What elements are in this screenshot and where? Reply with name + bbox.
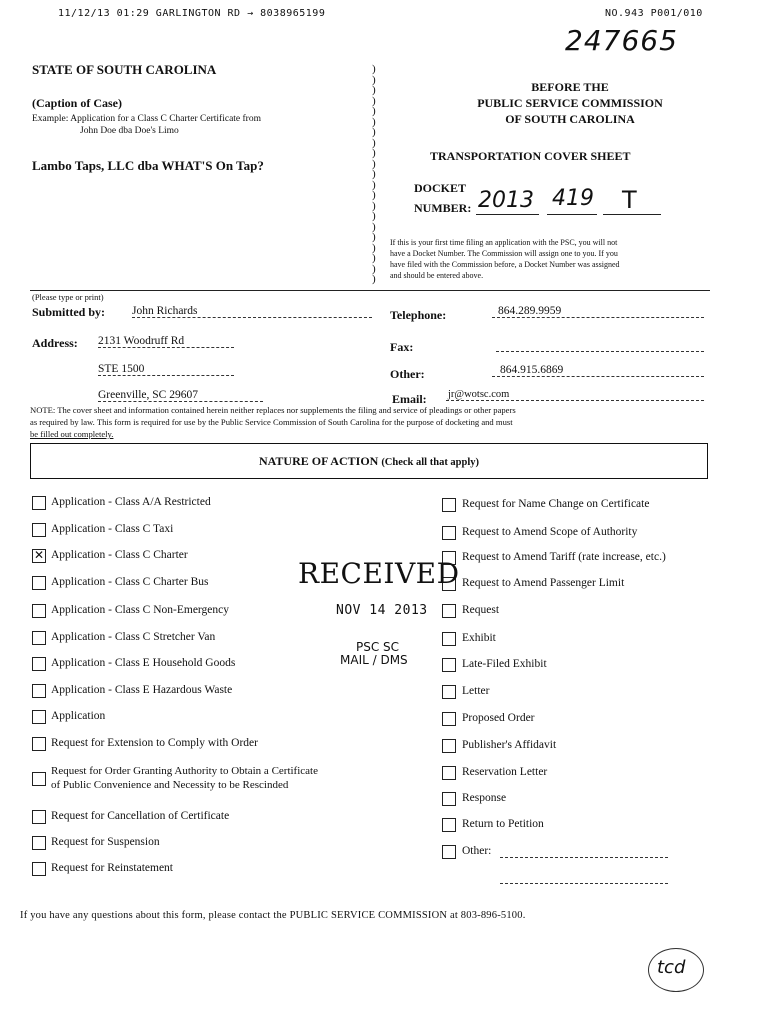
checkbox-late-filed-exhibit[interactable] bbox=[442, 658, 456, 672]
commission-line-3: OF SOUTH CAROLINA bbox=[505, 112, 635, 126]
other-description-field-2[interactable] bbox=[500, 872, 668, 884]
checkbox-extension-to-comply[interactable] bbox=[32, 737, 46, 751]
other-label: Other: bbox=[390, 367, 425, 381]
checkbox-order-rescind-certificate[interactable] bbox=[32, 772, 46, 786]
initials-text: tcd bbox=[657, 957, 686, 978]
checkbox-label: Request to Amend Passenger Limit bbox=[462, 577, 625, 589]
checkbox-class-e-hazardous-waste[interactable] bbox=[32, 684, 46, 698]
commission-line-1: BEFORE THE bbox=[531, 80, 609, 94]
commission-line-2: PUBLIC SERVICE COMMISSION bbox=[477, 96, 663, 110]
checkbox-class-c-charter[interactable] bbox=[32, 549, 46, 563]
docket-label-2: NUMBER: bbox=[414, 201, 472, 215]
caption-example-line-1: Example: Application for a Class C Charter Certificate from bbox=[32, 114, 261, 124]
checkbox-label: Request for Extension to Comply with Order bbox=[51, 737, 258, 749]
other-field[interactable]: 864.915.6869 bbox=[492, 364, 704, 377]
checkbox-application[interactable] bbox=[32, 710, 46, 724]
docket-label-1: DOCKET bbox=[414, 181, 467, 195]
telephone-label: Telephone: bbox=[390, 308, 447, 322]
checkbox-label: Return to Petition bbox=[462, 818, 544, 830]
checkbox-proposed-order[interactable] bbox=[442, 712, 456, 726]
docket-note-2: have a Docket Number. The Commission will assign one to you. If you bbox=[390, 249, 618, 258]
received-stamp: RECEIVED bbox=[298, 557, 460, 590]
checkbox-cancellation-of-certificate[interactable] bbox=[32, 810, 46, 824]
checkbox-name-change[interactable] bbox=[442, 498, 456, 512]
address-label: Address: bbox=[32, 336, 78, 350]
submitted-by-field[interactable]: John Richards bbox=[132, 305, 372, 318]
checkbox-label: Exhibit bbox=[462, 632, 496, 644]
checkbox-label: Application - Class C Stretcher Van bbox=[51, 631, 216, 643]
fax-header-right: NO.943 P001/010 bbox=[605, 8, 703, 19]
address-line-2-field[interactable]: STE 1500 bbox=[98, 363, 234, 376]
checkbox-label: Reservation Letter bbox=[462, 766, 548, 778]
footer-contact-text: If you have any questions about this form, please contact the PUBLIC SERVICE COMMISSION at 803-896-5100. bbox=[20, 910, 526, 921]
received-stamp-office-1: PSC SC bbox=[356, 640, 400, 654]
fax-header-left: 11/12/13 01:29 GARLINGTON RD → 8038965199 bbox=[58, 8, 326, 19]
address-line-3-field[interactable]: Greenville, SC 29607 bbox=[98, 389, 263, 402]
address-line-1-field[interactable]: 2131 Woodruff Rd bbox=[98, 335, 234, 348]
checkbox-reinstatement[interactable] bbox=[32, 862, 46, 876]
docket-year: 2013 bbox=[478, 188, 534, 213]
checkbox-label: Application - Class E Hazardous Waste bbox=[51, 684, 233, 696]
submitted-by-label: Submitted by: bbox=[32, 305, 106, 319]
docket-note-1: If this is your first time filing an application with the PSC, you will not bbox=[390, 238, 618, 247]
docket-note-4: and should be entered above. bbox=[390, 271, 484, 280]
checkbox-class-c-non-emergency[interactable] bbox=[32, 604, 46, 618]
email-field[interactable]: jr@wotsc.com bbox=[446, 389, 704, 401]
checkbox-publishers-affidavit[interactable] bbox=[442, 739, 456, 753]
docket-type: T bbox=[622, 186, 637, 214]
checkbox-label: Application - Class C Charter bbox=[51, 549, 188, 561]
checkbox-label: Publisher's Affidavit bbox=[462, 739, 557, 751]
note-line-3: be filled out completely. bbox=[30, 429, 114, 439]
checkbox-label: Late-Filed Exhibit bbox=[462, 658, 547, 670]
initials-stamp bbox=[648, 948, 704, 992]
received-stamp-office-2: MAIL / DMS bbox=[340, 653, 408, 667]
checkbox-label: Application - Class C Charter Bus bbox=[51, 576, 209, 588]
checkbox-label: Application bbox=[51, 710, 106, 722]
checkbox-letter[interactable] bbox=[442, 685, 456, 699]
checkbox-response[interactable] bbox=[442, 792, 456, 806]
checkbox-return-to-petition[interactable] bbox=[442, 818, 456, 832]
caption-divider: ) ) ) ) ) ) ) ) ) ) ) ) ) ) ) ) ) ) ) ) ) bbox=[372, 63, 376, 285]
checkbox-request[interactable] bbox=[442, 604, 456, 618]
email-label: Email: bbox=[392, 392, 427, 406]
checkbox-label: Request for Reinstatement bbox=[51, 862, 173, 874]
caption-label: (Caption of Case) bbox=[32, 96, 122, 110]
checkbox-class-c-charter-bus[interactable] bbox=[32, 576, 46, 590]
checkbox-label: Request for Name Change on Certificate bbox=[462, 498, 650, 510]
checkbox-label: Application - Class A/A Restricted bbox=[51, 496, 211, 508]
checkbox-label: Request for Order Granting Authority to Obtain a Certificate bbox=[51, 765, 318, 777]
checkbox-class-aa-restricted[interactable] bbox=[32, 496, 46, 510]
fax-label: Fax: bbox=[390, 340, 414, 354]
checkbox-label-continued: of Public Convenience and Necessity to be Rescinded bbox=[51, 779, 289, 791]
checkbox-label: Letter bbox=[462, 685, 490, 697]
checkbox-amend-scope[interactable] bbox=[442, 526, 456, 540]
note-line-2: as required by law. This form is required for use by the Public Service Commission of South Carolina for the purpose of docketing and must bbox=[30, 417, 513, 427]
docket-number: 419 bbox=[552, 186, 594, 211]
checkbox-class-c-taxi[interactable] bbox=[32, 523, 46, 537]
checkbox-label: Request bbox=[462, 604, 500, 616]
checkmark-x-icon: ✕ bbox=[33, 548, 45, 562]
nature-of-action-header bbox=[30, 443, 708, 479]
checkbox-label: Application - Class E Household Goods bbox=[51, 657, 236, 669]
caption-example-line-2: John Doe dba Doe's Limo bbox=[80, 126, 179, 136]
checkbox-label: Request to Amend Scope of Authority bbox=[462, 526, 638, 538]
telephone-field[interactable]: 864.289.9959 bbox=[492, 305, 704, 318]
note-line-1: NOTE: The cover sheet and information contained herein neither replaces nor supplements the filing and service of pleadings or other papers bbox=[30, 405, 516, 415]
other-description-field[interactable] bbox=[500, 846, 668, 858]
cover-sheet-title: TRANSPORTATION COVER SHEET bbox=[430, 149, 631, 163]
received-stamp-date: NOV 14 2013 bbox=[336, 603, 428, 618]
handwritten-docket-number: 247665 bbox=[565, 24, 678, 57]
checkbox-reservation-letter[interactable] bbox=[442, 766, 456, 780]
case-name: Lambo Taps, LLC dba WHAT'S On Tap? bbox=[32, 158, 264, 173]
checkbox-label: Application - Class C Non-Emergency bbox=[51, 604, 230, 616]
checkbox-suspension[interactable] bbox=[32, 836, 46, 850]
nature-of-action-subtitle: (Check all that apply) bbox=[381, 457, 480, 468]
checkbox-class-e-household-goods[interactable] bbox=[32, 657, 46, 671]
checkbox-class-c-stretcher-van[interactable] bbox=[32, 631, 46, 645]
fax-field[interactable] bbox=[496, 340, 704, 352]
checkbox-label: Request to Amend Tariff (rate increase, etc.) bbox=[462, 551, 666, 563]
checkbox-other[interactable] bbox=[442, 845, 456, 859]
state-title: STATE OF SOUTH CAROLINA bbox=[32, 62, 217, 77]
checkbox-label: Request for Suspension bbox=[51, 836, 160, 848]
checkbox-label: Response bbox=[462, 792, 507, 804]
checkbox-exhibit[interactable] bbox=[442, 632, 456, 646]
checkbox-label: Proposed Order bbox=[462, 712, 535, 724]
docket-note-3: have filed with the Commission before, a Docket Number was assigned bbox=[390, 260, 620, 269]
checkbox-label: Request for Cancellation of Certificate bbox=[51, 810, 230, 822]
checkbox-label: Application - Class C Taxi bbox=[51, 523, 174, 535]
checkbox-label: Other: bbox=[462, 845, 492, 857]
type-or-print-note: (Please type or print) bbox=[32, 292, 104, 302]
nature-of-action-title: NATURE OF ACTION bbox=[258, 454, 379, 468]
